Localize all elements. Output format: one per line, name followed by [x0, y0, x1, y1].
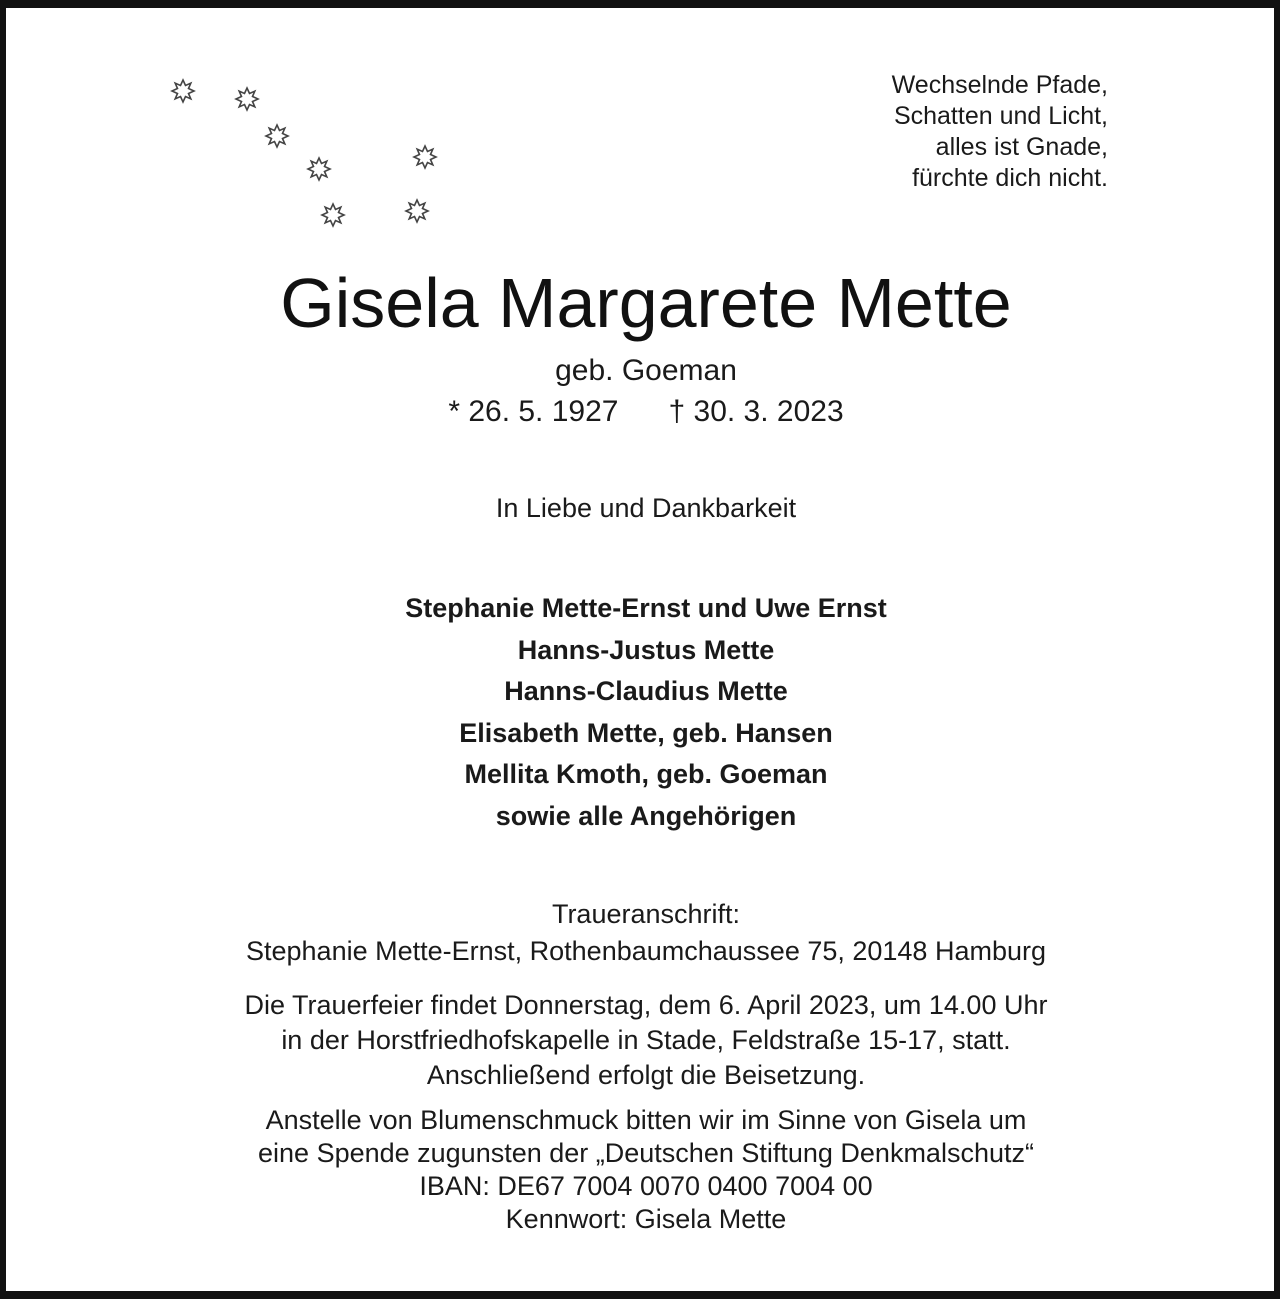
donation-line: Anstelle von Blumenschmuck bitten wir im Sinne von Gisela um: [265, 1105, 1027, 1135]
quote-line: Schatten und Licht,: [893, 102, 1108, 130]
poem-quote: [892, 70, 1108, 194]
star-icon: [264, 123, 290, 149]
address-label: Traueranschrift:: [551, 899, 741, 929]
date-spacer: [618, 395, 668, 428]
star-icon: [306, 156, 332, 182]
dedication: In Liebe und Dankbarkeit: [495, 493, 797, 523]
mourner-name: Mellita Kmoth, geb. Goeman: [464, 759, 828, 789]
mourner-name: Hanns-Justus Mette: [517, 634, 775, 665]
star-icon: [170, 78, 196, 104]
mourner-name: Elisabeth Mette, geb. Hansen: [459, 717, 833, 748]
star-icon: [320, 202, 346, 228]
death-date: † 30. 3. 2023: [668, 395, 844, 428]
star-icon: [234, 86, 260, 112]
life-dates: [6, 392, 1280, 432]
ceremony-line: Anschließend erfolgt die Beisetzung.: [426, 1060, 866, 1090]
quote-line: fürchte dich nicht.: [912, 164, 1108, 192]
ceremony-info: [6, 988, 1280, 1093]
birth-date: * 26. 5. 1927: [448, 395, 619, 428]
iban: IBAN: DE67 7004 0070 0400 7004 00: [419, 1171, 873, 1201]
mourner-name: Hanns-Claudius Mette: [504, 676, 788, 706]
address-text: Stephanie Mette-Ernst, Rothenbaumchaussee 75, 20148 Hamburg: [246, 936, 1046, 966]
quote-line: alles ist Gnade,: [935, 133, 1108, 161]
keyword: Kennwort: Gisela Mette: [505, 1204, 787, 1234]
star-icon: [404, 198, 430, 224]
star-decoration: [166, 68, 456, 238]
donation-line: eine Spende zugunsten der „Deutschen Stiftung Denkmalschutz“: [258, 1138, 1034, 1168]
mourner-name: sowie alle Angehörigen: [495, 800, 797, 831]
ceremony-line: Die Trauerfeier findet Donnerstag, dem 6. April 2023, um 14.00 Uhr: [244, 990, 1048, 1020]
deceased-name: Gisela Margarete Mette: [280, 264, 1012, 342]
ceremony-line: in der Horstfriedhofskapelle in Stade, Feldstraße 15-17, statt.: [281, 1025, 1011, 1055]
mourners-list: [6, 588, 1280, 837]
star-icon: [412, 144, 438, 170]
mourner-name: Stephanie Mette-Ernst und Uwe Ernst: [405, 593, 887, 623]
birth-name: geb. Goeman: [555, 354, 737, 387]
donation-info: [6, 1104, 1280, 1236]
mourning-address: [6, 896, 1280, 970]
quote-line: Wechselnde Pfade,: [891, 71, 1108, 99]
